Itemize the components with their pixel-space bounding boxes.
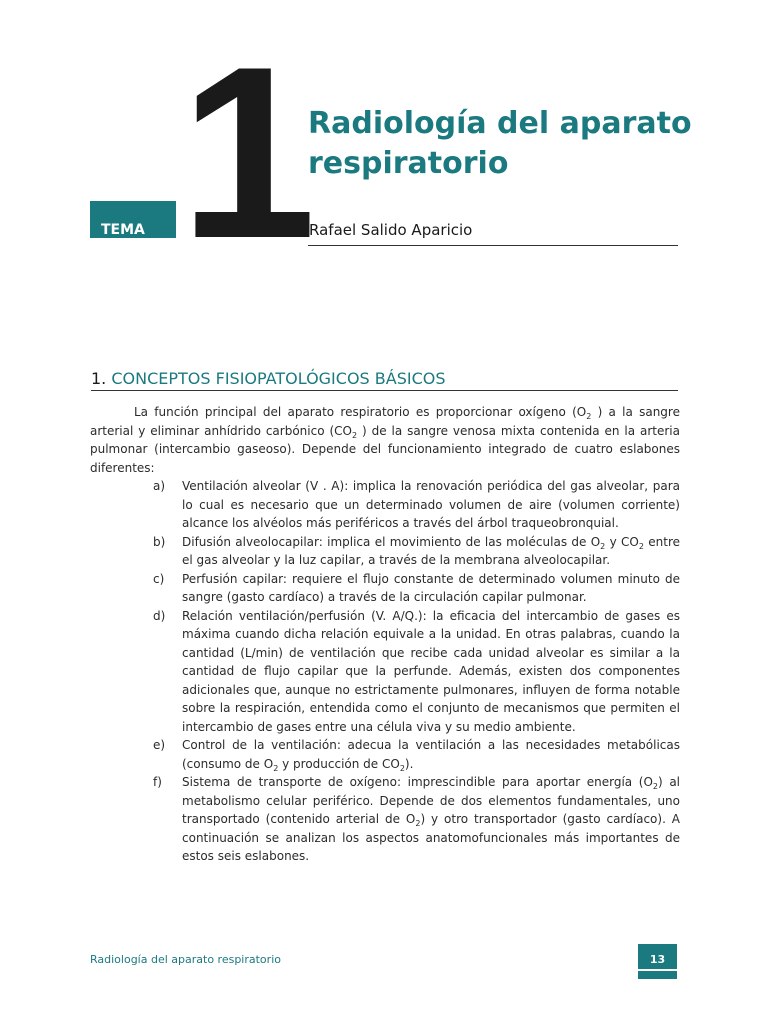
text-run: ). [404,756,414,771]
section-number: 1. [91,369,107,388]
subscript: 2 [415,819,421,828]
subscript: 2 [273,763,279,773]
list-item-letter: a) [153,479,166,493]
page-number-box [638,944,677,979]
list-item [90,570,680,607]
intro-paragraph [90,403,680,477]
text-run: Perfusión capilar: requiere el flujo constante de determinado volumen minuto de sangre (gasto cardíaco) a través de la circulación capilar pulmonar. [182,571,680,604]
list-item-letter: c) [153,571,165,586]
list-item [90,773,680,866]
text-run: entre el gas alveolar y la luz capilar, a través de la membrana alveolocapilar. [182,534,681,567]
page-number-stripe [638,969,677,971]
text-run: Relación ventilación/perfusión (V. A/Q.): la eficacia del intercambio de gases es máxima cuando dicha relación equivale a la unidad. En otras palabras, cuando la cantidad (L/min) de ventilación que recibe cada unidad alveolar es similar a la cantidad de flujo capilar que la perfunde. Además, existen dos componentes adicionales que, aunque no estrictamente pulmonares, influyen de forma notable sobre la respiración, entendida como el conjunto de mecanismos que permiten el intercambio de gases entre una célula viva y su medio ambiente. [182,608,680,734]
subscript: 2 [638,541,644,551]
text-run: Difusión alveolocapilar: implica el movimiento de las moléculas de O [182,534,601,549]
list-item-letter: e) [153,738,166,752]
list-item-letter: b) [153,534,166,549]
text-run: y producción de CO [278,756,400,771]
chapter-author: Rafael Salido Aparicio [309,221,473,239]
text-run: La función principal del aparato respiratorio es proporcionar oxígeno (O [134,405,587,419]
subscript: 2 [399,763,405,773]
chapter-number: 1 [180,15,311,289]
text-run: Ventilación alveolar (V . A): implica la renovación periódica del gas alveolar, para lo cual es necesario que un determinado volumen de aire (volumen corriente) alcance los alvéolos más periféricos a través del árbol traqueobronquial. [182,479,680,530]
header-divider [308,245,678,246]
tema-label: TEMA [101,222,145,238]
chapter-title: Radiología del aparato respiratorio [308,106,692,181]
text-run: Sistema de transporte de oxígeno: imprescindible para aportar energía (O [182,775,653,789]
text-run: Control de la ventilación: adecua la ventilación a las necesidades metabólicas (consumo de O [182,738,680,771]
list-item-letter: f) [153,775,162,789]
text-run: ) al metabolismo celular periférico. Depende de dos elementos fundamentales, uno transportado (contenido arterial de O [182,775,681,826]
text-run: ) de la sangre venosa mixta contenida en la arteria pulmonar (intercambio gaseoso). Depende del funcionamiento integrado de cuatro eslabones diferentes: [90,423,680,475]
eslabones-list [90,477,680,866]
section-heading [91,368,678,391]
list-item [90,533,680,570]
list-item [90,477,680,533]
page-number: 13 [649,953,666,966]
subscript: 2 [351,430,358,440]
text-run: y CO [605,534,639,549]
subscript: 2 [600,541,606,551]
list-item [90,736,680,773]
body-text [90,403,680,866]
section-title: CONCEPTOS FISIOPATOLÓGICOS BÁSICOS [111,369,446,388]
text-run: ) y otro transportador (gasto cardíaco). A continuación se analizan los aspectos anatomofuncionales más importantes de estos seis eslabones. [182,812,680,863]
list-item-letter: d) [153,608,166,623]
list-item [90,607,680,737]
tema-label-box [90,201,176,238]
footer-running-title: Radiología del aparato respiratorio [90,953,281,966]
text-run: ) a la sangre arterial y eliminar anhídrido carbónico (CO [90,405,680,438]
subscript: 2 [652,782,659,791]
subscript: 2 [586,412,592,421]
